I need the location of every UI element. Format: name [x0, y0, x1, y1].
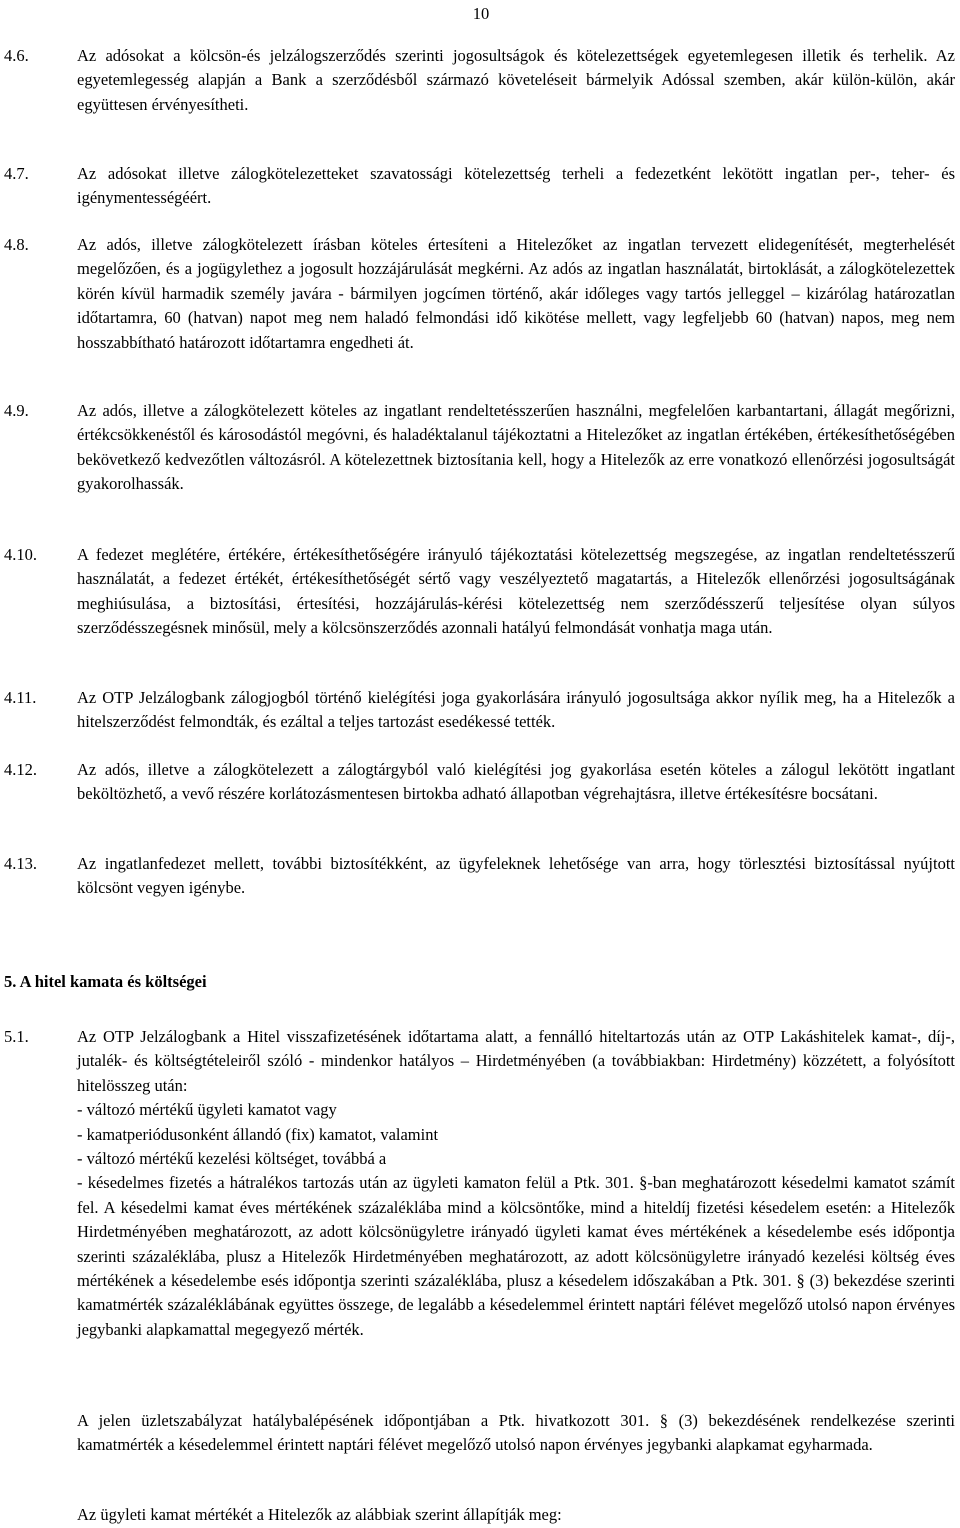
clause-text: Az adós, illetve a zálogkötelezett a zálogtárgyból való kielégítési jog gyakorlása esetén köteles a zálogul lekötött ingatlant beköltözhető, a vevő részére korlátozásmentesen birtokba adható állapotban végrehajtásra, illetve értékesítésre bocsátani. — [77, 760, 955, 804]
clause-4-7 — [4, 162, 955, 211]
clause-number: 4.11. — [4, 688, 37, 707]
clause-text: Az OTP Jelzálogbank zálogjogból történő kielégítési joga gyakorlására irányuló jogosultsága akkor nyílik meg, ha a Hitelezők a hitelszerződést felmondták, és ezáltal a teljes tartozást esedékessé tették. — [77, 688, 955, 732]
clause-number: 4.10. — [4, 545, 37, 564]
clause-text: Az adós, illetve zálogkötelezett írásban köteles értesíteni a Hitelezőket az ingatlan tervezett elidegenítését, megterhelését megelőzően, és a jogügylethez a jogosult hozzájárulását megkérni. Az adós az ingatlan használatát, birtoklását, a zálogkötelezettek körén kívül harmadik személy javára - bármilyen jogcímen történő, akár időleges vagy tartós jelleggel – kizárólag határozatlan időtartamra, 60 (hatvan) napot meg nem haladó felmondási idő kikötése mellett, vagy legfeljebb 60 (hatvan) napos, meg nem hosszabbítható határozott időtartamra engedheti át. — [77, 235, 955, 352]
clause-text: A fedezet meglétére, értékére, értékesíthetőségére irányuló tájékoztatási kötelezettség megszegése, az ingatlan rendeltetésszerű használatát, a fedezet értékét, értékesíthetőségét sértő vagy veszélyeztető magatartás, a Hitelezők ellenőrzési jogosultságának meghiúsulása, a biztosítási, értesítési, hozzájárulás-kérési kötelezettség nem szerződésszerű teljesítése olyan súlyos szerződésszegésnek minősül, mely a kölcsönszerződés azonnali hatályú felmondását vonhatja maga után. — [77, 545, 955, 638]
clause-number: 5.1. — [4, 1027, 29, 1046]
clause-number: 4.7. — [4, 164, 29, 183]
late-interest-text: - késedelmes fizetés a hátralékos tartozás után az ügyleti kamaton felül a Ptk. 301. §-ban meghatározott késedelmi kamatot számít fel. A késedelmi kamat éves mértékének százaléklába mind a kölcsöntőke, mind a hiteldíj fizetési késedelem esetén: a Hitelezők Hirdetményében meghatározott, az adott kölcsönügyletre irányadó ügyleti kamat éves mértékének a késedelembe esés időpontja szerinti százaléklába, plusz a Hitelezők Hirdetményében meghatározott, az adott kölcsönügyletre irányadó kezelési költség éves mértékének a késedelembe esés időpontja szerinti százaléklába, plusz a késedelem időszakában a Ptk. 301. § (3) bekezdése szerinti kamatmérték százaléklábának együttes összege, de legalább a késedelemmel érintett naptári félévet megelőző utolsó napon érvényes jegybanki alapkamattal megegyező mérték. — [77, 1173, 955, 1339]
clause-4-8 — [4, 233, 955, 355]
list-item: - változó mértékű ügyleti kamatot vagy — [77, 1100, 337, 1120]
clause-4-6 — [4, 44, 955, 117]
clause-number: 4.13. — [4, 854, 37, 873]
clause-4-13 — [4, 852, 955, 901]
section-heading: 5. A hitel kamata és költségei — [4, 972, 207, 991]
list-item: - változó mértékű kezelési költséget, továbbá a — [77, 1149, 387, 1169]
clause-4-12 — [4, 758, 955, 807]
clause-body — [77, 1025, 955, 1342]
clause-number: 4.12. — [4, 760, 37, 779]
clause-text: Az ingatlanfedezet mellett, további biztosítékként, az ügyfeleknek lehetősége van arra, hogy törlesztési biztosítással nyújtott kölcsönt vegyen igénybe. — [77, 854, 955, 898]
clause-4-9 — [4, 399, 955, 497]
clause-4-11 — [4, 686, 955, 735]
clause-number: 4.6. — [4, 46, 29, 65]
clause-intro: Az OTP Jelzálogbank a Hitel visszafizetésének időtartama alatt, a fennálló hiteltartozás után az OTP Lakáshitelek kamat-, díj-, jutalék- és költségtételeiről szóló - mindenkor hatályos – Hirdetményében (a továbbiakban: Hirdetmény) közzétett, a folyósított hitelösszeg után: — [77, 1027, 955, 1095]
clause-5-1 — [4, 1025, 955, 1342]
clause-text: Az adósokat a kölcsön-és jelzálogszerződés szerinti jogosultságok és kötelezettségek egyetemlegesen illetik és terhelik. Az egyetemlegesség alapján a Bank a szerződésből származó követeléseit bármelyik Adóssal szemben, akár külön-külön, akár együttesen érvényesítheti. — [77, 46, 955, 114]
clause-text: Az adósokat illetve zálogkötelezetteket szavatossági kötelezettség terheli a fedezetként lekötött ingatlan per-, teher- és igénymentességéért. — [77, 164, 955, 208]
clause-number: 4.9. — [4, 401, 29, 420]
list-item: - kamatperiódusonként állandó (fix) kamatot, valamint — [77, 1124, 439, 1144]
page-number: 10 — [472, 4, 490, 23]
clause-number: 4.8. — [4, 235, 29, 254]
paragraph: A jelen üzletszabályzat hatálybalépésének időpontjában a Ptk. hivatkozott 301. § (3) bekezdésének rendelkezése szerinti kamatmérték a késedelemmel érintett naptári félévet megelőző utolsó napon érvényes jegybanki alapkamat egyharmada. — [77, 1411, 955, 1455]
clause-text: Az adós, illetve a zálogkötelezett köteles az ingatlant rendeltetésszerűen használni, megfelelően karbantartani, állagát megőrizni, értékcsökkenéstől és károsodástól megóvni, és haladéktalanul tájékoztatni a Hitelezőket az ingatlan értékében, értékesíthetőségében bekövetkező kedvezőtlen változásról. A kötelezettnek biztosítania kell, hogy a Hitelezők az erre vonatkozó ellenőrzési jogosultságát gyakorolhassák. — [77, 401, 955, 494]
paragraph: Az ügyleti kamat mértékét a Hitelezők az alábbiak szerint állapítják meg: — [77, 1505, 562, 1524]
clause-4-10 — [4, 543, 955, 641]
